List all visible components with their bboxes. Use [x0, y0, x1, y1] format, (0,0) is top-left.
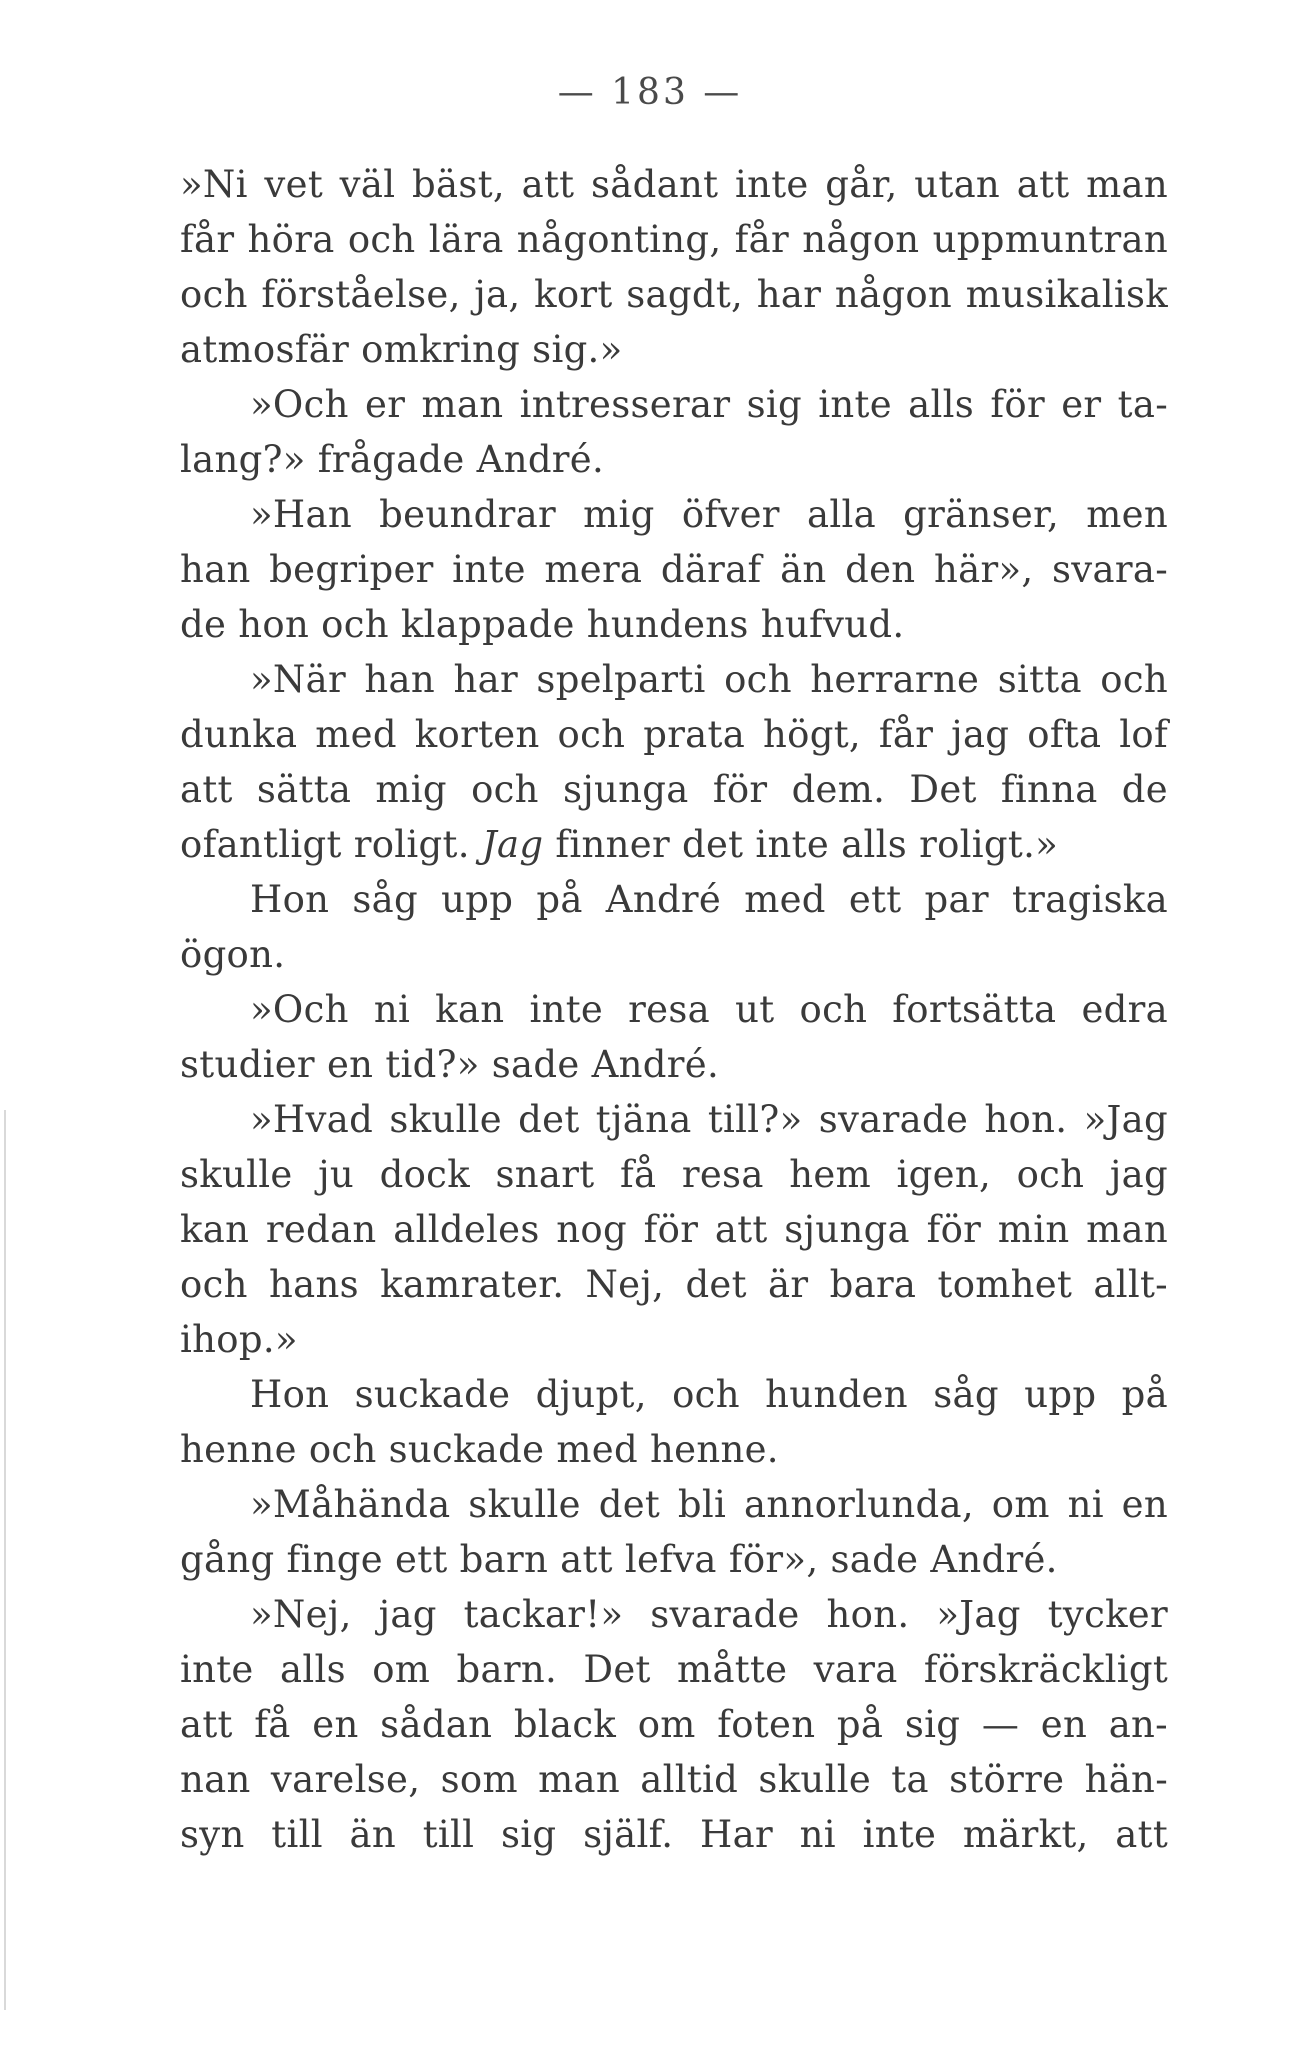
body-text [180, 157, 1168, 1862]
text-line: »Och er man intresserar sig inte alls för er ta- [250, 383, 1168, 426]
text-line: Hon såg upp på André med ett par tragiska [250, 878, 1168, 921]
text-line: studier en tid?» sade André. [180, 1043, 720, 1086]
text-line: »Han beundrar mig öfver alla gränser, men [250, 493, 1168, 536]
text-line: »Måhända skulle det bli annorlunda, om ni en [250, 1483, 1168, 1526]
text-line: skulle ju dock snart få resa hem igen, och jag [180, 1153, 1168, 1196]
text-line: atmosfär omkring sig.» [180, 328, 623, 371]
text-line: »Hvad skulle det tjäna till?» svarade hon. »Jag [250, 1098, 1168, 1141]
text-line: henne och suckade med henne. [180, 1428, 779, 1471]
text-line: Hon suckade djupt, och hunden såg upp på [250, 1373, 1168, 1416]
text-line [180, 817, 1168, 872]
text-segment: finner det inte alls roligt.» [543, 823, 1059, 866]
text-line: »När han har spelparti och herrarne sitta och [250, 658, 1168, 701]
text-line: nan varelse, som man alltid skulle ta större hän- [180, 1758, 1168, 1801]
text-line: »Nej, jag tackar!» svarade hon. »Jag tycker [250, 1593, 1168, 1636]
text-line: och förståelse, ja, kort sagdt, har någon musikalisk [180, 273, 1168, 316]
text-line: kan redan alldeles nog för att sjunga för min man [180, 1208, 1168, 1251]
text-line: han begriper inte mera däraf än den här», svara- [180, 548, 1168, 591]
text-line: ögon. [180, 933, 286, 976]
page-edge-line [4, 1110, 6, 2010]
text-line: »Ni vet väl bäst, att sådant inte går, utan att man [180, 163, 1168, 206]
page-number: — 183 — [557, 72, 743, 113]
text-line: syn till än till sig själf. Har ni inte märkt, att [180, 1813, 1168, 1856]
text-segment: ofantligt roligt. [180, 823, 482, 866]
text-line: får höra och lära någonting, får någon uppmuntran [180, 218, 1168, 261]
text-line: gång finge ett barn att lefva för», sade André. [180, 1538, 1058, 1581]
text-line: de hon och klappade hundens hufvud. [180, 603, 905, 646]
text-line: och hans kamrater. Nej, det är bara tomhet allt- [180, 1263, 1168, 1306]
text-line: lang?» frågade André. [180, 438, 605, 481]
text-line: »Och ni kan inte resa ut och fortsätta edra [250, 988, 1168, 1031]
italic-emphasis: Jag [481, 823, 544, 866]
text-line: inte alls om barn. Det måtte vara förskräckligt [180, 1648, 1168, 1691]
text-line: dunka med korten och prata högt, får jag ofta lof [180, 713, 1168, 756]
text-line: ihop.» [180, 1318, 298, 1361]
text-line: att få en sådan black om foten på sig — en an- [180, 1703, 1168, 1746]
text-line: att sätta mig och sjunga för dem. Det finna de [180, 768, 1168, 811]
